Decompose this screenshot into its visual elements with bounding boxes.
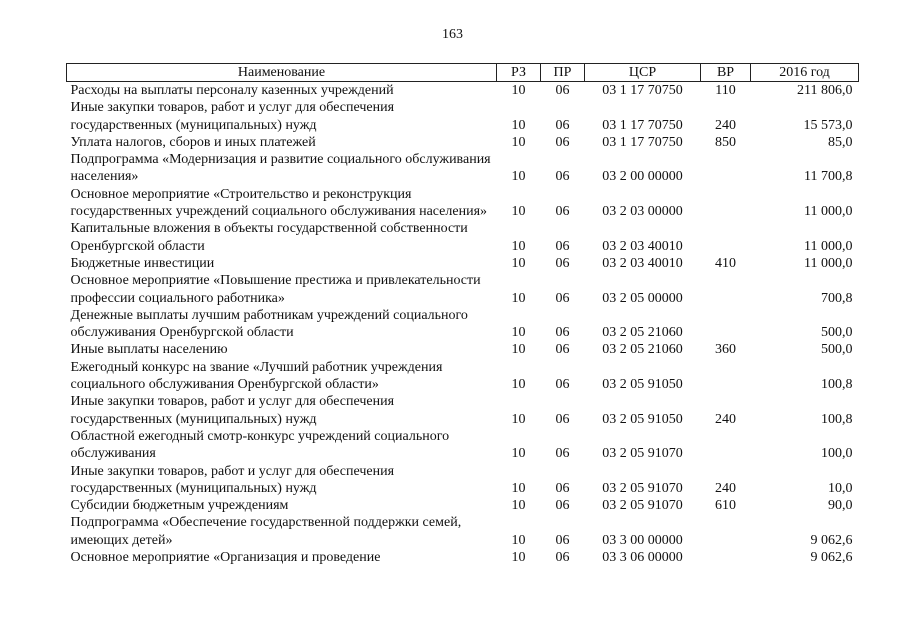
row-vr: 410	[715, 255, 736, 271]
row-name: Областной ежегодный смотр-конкурс учреждений социального обслуживания	[70, 428, 450, 462]
row-rz: 10	[511, 290, 526, 306]
row-rz: 10	[511, 480, 526, 496]
row-csr: 03 2 03 40010	[602, 238, 683, 254]
table-row	[67, 82, 859, 100]
row-rz: 10	[511, 169, 526, 185]
row-sum: 9 062,6	[810, 532, 853, 548]
row-vr	[701, 272, 751, 307]
row-pr: 06	[555, 117, 570, 133]
row-name: Денежные выплаты лучшим работникам учреждений социального обслуживания Оренбургской области	[70, 307, 468, 341]
row-rz: 10	[511, 255, 526, 271]
row-rz: 10	[511, 446, 526, 462]
row-vr	[701, 186, 751, 221]
row-csr: 03 1 17 70750	[602, 83, 683, 98]
header-year: 2016 год	[751, 64, 859, 82]
table-row	[67, 514, 859, 549]
row-rz: 10	[511, 325, 526, 341]
row-sum: 500,0	[821, 342, 853, 358]
row-rz: 10	[511, 238, 526, 254]
row-pr: 06	[555, 238, 570, 254]
row-name: Иные закупки товаров, работ и услуг для обеспечения государственных (муниципальных) нужд	[70, 100, 395, 133]
row-vr	[701, 549, 751, 566]
row-pr: 06	[555, 498, 570, 514]
row-csr: 03 1 17 70750	[602, 117, 683, 133]
row-vr	[701, 428, 751, 463]
row-sum: 11 000,0	[804, 204, 853, 220]
header-name: Наименование	[67, 64, 497, 82]
row-sum: 85,0	[828, 134, 853, 150]
row-name: Подпрограмма «Модернизация и развитие социального обслуживания населения»	[70, 152, 491, 185]
table-row	[67, 359, 859, 394]
row-rz: 10	[511, 134, 526, 150]
row-sum: 9 062,6	[810, 550, 853, 566]
row-csr: 03 2 05 91070	[602, 480, 683, 496]
table-row	[67, 549, 859, 566]
row-vr	[701, 514, 751, 549]
row-rz: 10	[511, 377, 526, 393]
row-vr	[701, 151, 751, 186]
row-csr: 03 2 05 91070	[602, 498, 683, 514]
row-name: Капитальные вложения в объекты государственной собственности Оренбургской области	[70, 221, 468, 254]
row-pr: 06	[555, 480, 570, 496]
row-csr: 03 3 06 00000	[602, 550, 683, 566]
row-pr: 06	[555, 204, 570, 220]
row-csr: 03 2 00 00000	[602, 169, 683, 185]
table-body	[67, 82, 859, 567]
header-pr: ПР	[541, 64, 585, 82]
row-rz: 10	[511, 342, 526, 358]
row-name: Иные закупки товаров, работ и услуг для обеспечения государственных (муниципальных) нужд	[70, 394, 395, 427]
row-vr: 110	[715, 83, 736, 98]
table-header-row	[67, 64, 859, 82]
row-pr: 06	[555, 134, 570, 150]
row-vr: 360	[715, 342, 736, 358]
row-sum: 11 700,8	[804, 169, 853, 185]
row-csr: 03 2 05 91070	[602, 446, 683, 462]
row-rz: 10	[511, 117, 526, 133]
row-pr: 06	[555, 83, 570, 98]
row-csr: 03 2 05 21060	[602, 325, 683, 341]
row-name: Иные закупки товаров, работ и услуг для обеспечения государственных (муниципальных) нужд	[70, 463, 395, 496]
row-vr: 240	[715, 117, 736, 133]
row-vr: 610	[715, 498, 736, 514]
row-vr: 240	[715, 411, 736, 427]
row-pr: 06	[555, 342, 570, 358]
row-csr: 03 2 05 21060	[602, 342, 683, 358]
row-name: Иные выплаты населению	[70, 342, 228, 358]
row-vr	[701, 220, 751, 255]
row-pr: 06	[555, 325, 570, 341]
table-row	[67, 272, 859, 307]
header-vr: ВР	[701, 64, 751, 82]
row-pr: 06	[555, 411, 570, 427]
row-sum: 15 573,0	[803, 117, 853, 133]
row-csr: 03 3 00 00000	[602, 532, 683, 548]
row-pr: 06	[555, 377, 570, 393]
budget-table	[66, 63, 859, 566]
table-row	[67, 255, 859, 272]
row-name: Ежегодный конкурс на звание «Лучший работник учреждения социального обслуживания Оренбургской области»	[70, 359, 443, 393]
row-sum: 100,8	[821, 411, 853, 427]
row-rz: 10	[511, 532, 526, 548]
table-row	[67, 463, 859, 498]
page-number: 163	[442, 27, 463, 42]
row-vr: 850	[715, 134, 736, 150]
row-name: Основное мероприятие «Строительство и реконструкция государственных учреждений социального обслуживания населения»	[70, 186, 488, 220]
row-sum: 500,0	[821, 325, 853, 341]
table-row	[67, 428, 859, 463]
row-csr: 03 2 05 91050	[602, 377, 683, 393]
row-csr: 03 2 03 40010	[602, 255, 683, 271]
table-row	[67, 497, 859, 514]
row-pr: 06	[555, 532, 570, 548]
row-rz: 10	[511, 550, 526, 566]
row-pr: 06	[555, 255, 570, 271]
row-sum: 700,8	[821, 290, 853, 306]
row-sum: 10,0	[828, 480, 853, 496]
row-rz: 10	[511, 83, 526, 98]
table-row	[67, 307, 859, 342]
row-sum: 211 806,0	[797, 83, 853, 98]
row-csr: 03 2 05 00000	[602, 290, 683, 306]
row-csr: 03 2 05 91050	[602, 411, 683, 427]
table-row	[67, 341, 859, 358]
header-rz: РЗ	[497, 64, 541, 82]
row-pr: 06	[555, 550, 570, 566]
row-sum: 100,8	[821, 377, 853, 393]
row-csr: 03 2 03 00000	[602, 204, 683, 220]
row-vr: 240	[715, 480, 736, 496]
row-name: Субсидии бюджетным учреждениям	[70, 498, 289, 514]
row-rz: 10	[511, 498, 526, 514]
row-name: Уплата налогов, сборов и иных платежей	[70, 134, 316, 150]
row-sum: 90,0	[828, 498, 853, 514]
header-csr: ЦСР	[585, 64, 701, 82]
row-name: Расходы на выплаты персоналу казенных учреждений	[70, 83, 394, 98]
row-name: Бюджетные инвестиции	[70, 255, 215, 271]
row-pr: 06	[555, 446, 570, 462]
table-row	[67, 99, 859, 134]
row-pr: 06	[555, 169, 570, 185]
row-sum: 11 000,0	[804, 255, 853, 271]
row-name: Подпрограмма «Обеспечение государственной поддержки семей, имеющих детей»	[70, 515, 462, 548]
table-row	[67, 151, 859, 186]
table-row	[67, 220, 859, 255]
row-sum: 11 000,0	[804, 238, 853, 254]
row-name: Основное мероприятие «Организация и проведение	[70, 550, 381, 566]
row-sum: 100,0	[821, 446, 853, 462]
row-rz: 10	[511, 204, 526, 220]
row-name: Основное мероприятие «Повышение престижа и привлекательности профессии социального работника»	[70, 273, 481, 306]
row-pr: 06	[555, 290, 570, 306]
table-row	[67, 186, 859, 221]
row-rz: 10	[511, 411, 526, 427]
row-vr	[701, 307, 751, 342]
table-row	[67, 134, 859, 151]
row-csr: 03 1 17 70750	[602, 134, 683, 150]
table-row	[67, 393, 859, 428]
row-vr	[701, 359, 751, 394]
